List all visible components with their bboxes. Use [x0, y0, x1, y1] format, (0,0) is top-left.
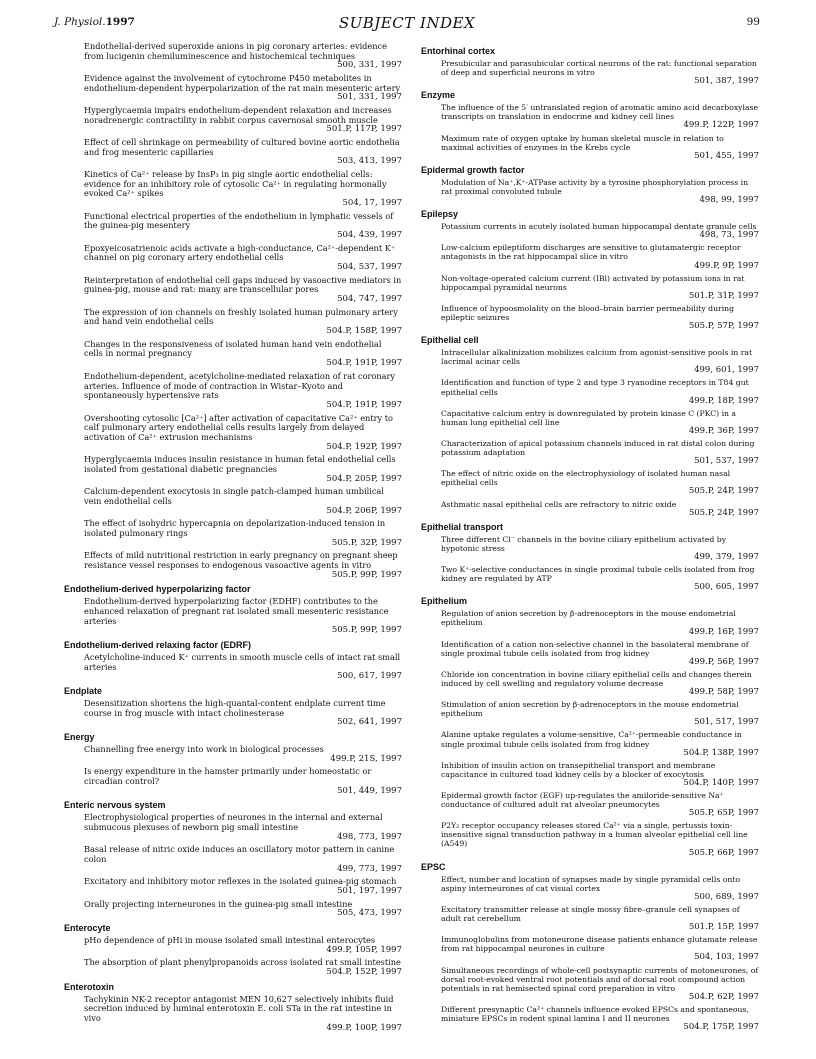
index-entry — [62, 138, 402, 167]
entry-reference: 504, 439, 1997 — [337, 230, 402, 241]
entry-title: Stimulation of anion secretion by β-adrenoceptors in the mouse endometrial epithelium — [441, 700, 739, 719]
entry-reference: 504.P, 206P, 1997 — [326, 505, 402, 516]
entry-title: Epidermal growth factor (EGF) up-regulates the amiloride-sensitive Na⁺ conductance of cultured adult rat alveolar pneumocytes — [441, 791, 724, 810]
index-entry — [62, 877, 402, 896]
entry-title: Effect of cell shrinkage on permeability of cultured bovine aortic endothelia and frog mesenteric capillaries — [84, 137, 400, 157]
entry-title: The absorption of plant phenylpropanoids across isolated rat small intestine — [84, 957, 401, 968]
index-heading: Enterocyte — [64, 923, 111, 934]
index-entry — [62, 519, 402, 548]
entry-reference: 505.P, 99P, 1997 — [331, 625, 402, 636]
entry-reference: 499, 601, 1997 — [694, 365, 759, 376]
index-entry — [419, 609, 759, 636]
entry-reference: 505.P, 32P, 1997 — [331, 537, 402, 548]
index-entry — [62, 813, 402, 842]
entry-title: Influence of hypoosmolality on the blood–brain barrier permeability during epileptic seizures — [441, 303, 735, 322]
index-entry — [62, 551, 402, 580]
entry-title: The effect of isohydric hypercapnia on depolarization-induced tension in isolated pulmonary rings — [84, 518, 386, 538]
index-entry — [62, 597, 402, 636]
entry-title: pHo dependence of pHi in mouse isolated small intestinal enterocytes — [84, 935, 376, 946]
index-entry — [62, 308, 402, 337]
entry-reference: 504, 103, 1997 — [694, 952, 759, 963]
entry-reference: 501, 387, 1997 — [694, 76, 759, 87]
entry-reference: 504.P, 152P, 1997 — [326, 967, 402, 978]
entry-reference: 499.P, 56P, 1997 — [688, 656, 759, 667]
entry-reference: 499.P, 16P, 1997 — [688, 626, 759, 637]
entry-reference: 504.P, 62P, 1997 — [688, 991, 759, 1002]
entry-title: Inhibition of insulin action on transepithelial transport and membrane capacitance in cultured toad kidney cells by a blocker of exocytosis — [441, 760, 716, 779]
entry-title: Endothelium-dependent, acetylcholine-mediated relaxation of rat coronary arteries. Influence of mode of contraction in Wistar–Kyoto and spontaneously hypertensive rats — [84, 370, 396, 401]
entry-reference: 499, 379, 1997 — [694, 551, 759, 562]
index-heading: Epithelial transport — [421, 521, 504, 532]
index-entry — [419, 640, 759, 667]
entry-reference: 503, 413, 1997 — [337, 156, 402, 167]
entry-reference: 498, 73, 1997 — [699, 230, 759, 241]
index-entry — [62, 900, 402, 919]
entry-reference: 504.P, 175P, 1997 — [683, 1022, 759, 1033]
index-entry — [62, 212, 402, 241]
index-entry — [62, 653, 402, 682]
entry-reference: 501, 455, 1997 — [694, 150, 759, 161]
index-heading: Entorhinal cortex — [421, 46, 496, 56]
entry-reference: 505, 473, 1997 — [337, 908, 402, 919]
entry-reference: 501, 537, 1997 — [694, 456, 759, 467]
entry-reference: 498, 99, 1997 — [699, 195, 759, 206]
entry-title: Kinetics of Ca²⁺ release by InsP₃ in pig single aortic endothelial cells: evidence for an inhibitory role of cytosolic Ca²⁺ in regulating hormonally evoked Ca²⁺ spikes — [84, 169, 387, 199]
index-entry — [62, 845, 402, 874]
index-entry — [419, 409, 759, 436]
entry-title: Modulation of Na⁺,K⁺-ATPase activity by a tyrosine phosphorylation process in rat proximal convoluted tubule — [441, 177, 749, 196]
index-heading: Epithelium — [421, 596, 468, 607]
entry-title: Immunoglobulins from motoneurone disease patients enhance glutamate release from rat hippocampal neurones in culture — [441, 935, 758, 954]
index-entry — [62, 699, 402, 728]
entry-title: Different presynaptic Ca²⁺ channels influence evoked EPSCs and spontaneous, miniature EPSCs in rodent spinal lamina I and II neurones — [441, 1004, 749, 1023]
entry-reference: 505.P, 57P, 1997 — [688, 321, 759, 332]
index-entry — [62, 995, 402, 1034]
entry-title: P2Y₂ receptor occupancy releases stored Ca²⁺ via a single, pertussis toxin-insensitive signal transduction pathway in a human alveolar epithelial cell line (A549) — [441, 821, 748, 849]
entry-reference: 499.P, 122P, 1997 — [683, 120, 759, 131]
entry-title: Overshooting cytosolic [Ca²⁺] after activation of capacitative Ca²⁺ entry to calf pulmonary artery endothelial cells results largely from delayed activation of Ca²⁺ extrusion mechanisms — [84, 412, 393, 442]
index-heading: EPSC — [421, 861, 446, 872]
index-entry — [419, 103, 759, 130]
index-entry — [62, 455, 402, 484]
entry-reference: 501, 449, 1997 — [337, 785, 402, 796]
journal-name: J. Physiol. — [54, 16, 106, 28]
entry-reference: 504.P, 191P, 1997 — [326, 399, 402, 410]
index-entry — [419, 535, 759, 562]
index-entry — [419, 670, 759, 697]
index-entry — [62, 372, 402, 411]
index-entry — [62, 340, 402, 369]
page-header — [54, 14, 760, 32]
entry-reference: 501.P, 117P, 1997 — [326, 124, 402, 135]
index-heading: Epidermal growth factor — [421, 164, 525, 175]
entry-title: Intracellular alkalinization mobilizes calcium from agonist-sensitive pools in rat lacrimal acinar cells — [441, 348, 753, 367]
entry-title: Non-voltage-operated calcium current (IBl) activated by potassium ions in rat hippocampal pyramidal neurons — [441, 273, 745, 292]
entry-reference: 501, 331, 1997 — [337, 92, 402, 103]
entry-reference: 500, 617, 1997 — [337, 671, 402, 682]
index-heading: Endothelium-derived relaxing factor (EDRF) — [64, 639, 252, 650]
entry-reference: 505.P, 66P, 1997 — [688, 847, 759, 858]
entry-title: Chloride ion concentration in bovine ciliary epithelial cells and changes therein induced by cell swelling and regulatory volume decrease — [441, 669, 752, 688]
index-entry — [419, 274, 759, 301]
entry-title: Endothelial-derived superoxide anions in pig coronary arteries: evidence from lucigenin chemiluminescence and histochemical techniques — [84, 41, 387, 61]
index-heading: Enteric nervous system — [64, 800, 166, 811]
entry-reference: 504, 537, 1997 — [337, 262, 402, 273]
entry-reference: 499.P, 36P, 1997 — [688, 425, 759, 436]
entry-title: Calcium-dependent exocytosis in single patch-clamped human umbilical vein endothelial cells — [84, 486, 384, 506]
index-entry — [419, 565, 759, 592]
entry-title: Asthmatic nasal epithelial cells are refractory to nitric oxide — [441, 499, 677, 509]
index-entry — [419, 935, 759, 962]
entry-title: Orally projecting interneurones in the guinea-pig small intestine — [84, 898, 353, 909]
entry-title: Epoxyeicosatrienoic acids activate a high-conductance, Ca²⁺-dependent K⁺ channel on pig coronary artery endothelial cells — [84, 242, 396, 263]
entry-title: Desensitization shortens the high-quantal-content endplate current time course in frog muscle with intact cholinesterase — [84, 697, 386, 718]
entry-reference: 499.P, 18P, 1997 — [688, 395, 759, 406]
entry-reference: 501.P, 31P, 1997 — [688, 290, 759, 301]
index-entry — [419, 730, 759, 757]
index-entry — [419, 1005, 759, 1032]
index-entry — [419, 59, 759, 86]
entry-title: Evidence against the involvement of cytochrome P450 metabolites in endothelium-dependent hyperpolarization of the rat main mesenteric artery — [84, 73, 401, 93]
index-entry — [62, 745, 402, 764]
entry-title: Alanine uptake regulates a volume-sensitive, Ca²⁺-permeable conductance in single proximal tubule cells isolated from frog kidney — [441, 730, 742, 749]
index-heading: Epithelial cell — [421, 335, 479, 346]
index-entry — [419, 222, 759, 240]
entry-title: Presubicular and parasubicular cortical neurons of the rat: functional separation of deep and superficial neurons in vitro — [441, 59, 757, 78]
entry-title: Low-calcium epileptiform discharges are sensitive to glutamatergic receptor antagonists in the rat hippocampal slice in vitro — [441, 243, 741, 262]
entry-reference: 498, 773, 1997 — [337, 831, 402, 842]
entry-title: Changes in the responsiveness of isolated human hand vein endothelial cells in normal pregnancy — [84, 338, 382, 359]
journal-year: 1997 — [105, 16, 135, 28]
entry-reference: 499.P, 100P, 1997 — [326, 1022, 402, 1033]
entry-reference: 505.P, 24P, 1997 — [688, 486, 759, 497]
entry-reference: 500, 689, 1997 — [694, 891, 759, 902]
entry-reference: 505.P, 99P, 1997 — [331, 569, 402, 580]
right-column — [419, 42, 759, 1035]
index-entry — [419, 469, 759, 496]
index-entry — [419, 134, 759, 161]
entry-reference: 499.P, 9P, 1997 — [694, 260, 759, 271]
entry-reference: 505.P, 24P, 1997 — [688, 507, 759, 518]
entry-reference: 499, 773, 1997 — [337, 863, 402, 874]
index-heading: Enterotoxin — [64, 981, 115, 992]
entry-title: Two K⁺-selective conductances in single proximal tubule cells isolated from frog kidney are regulated by ATP — [441, 565, 755, 584]
entry-title: Identification and function of type 2 and type 3 ryanodine receptors in T84 gut epithelial cells — [441, 378, 749, 397]
entry-reference: 504.P, 191P, 1997 — [326, 358, 402, 369]
entry-reference: 502, 641, 1997 — [337, 717, 402, 728]
left-column — [62, 42, 402, 1036]
entry-title: Functional electrical properties of the endothelium in lymphatic vessels of the guinea-pig mesentery — [84, 210, 394, 231]
index-entry — [62, 106, 402, 135]
entry-title: Acetylcholine-induced K⁺ currents in smooth muscle cells of intact rat small arteries — [84, 651, 401, 672]
entry-title: Regulation of anion secretion by β-adrenoceptors in the mouse endometrial epithelium — [441, 609, 736, 628]
entry-reference: 501, 197, 1997 — [337, 886, 402, 897]
index-entry — [62, 244, 402, 273]
index-entry — [62, 170, 402, 209]
entry-reference: 504.P, 192P, 1997 — [326, 441, 402, 452]
entry-title: Excitatory and inhibitory motor reflexes in the isolated guinea-pig stomach — [84, 876, 397, 887]
index-entry — [62, 414, 402, 453]
entry-title: Potassium currents in acutely isolated human hippocampal dentate granule cells — [441, 222, 757, 232]
entry-title: Three different Cl⁻ channels in the bovine ciliary epithelium activated by hypotonic stress — [441, 534, 727, 553]
entry-reference: 504, 17, 1997 — [342, 198, 402, 209]
index-entry — [62, 958, 402, 977]
index-entry — [62, 74, 402, 103]
page-title: SUBJECT INDEX — [338, 14, 476, 32]
index-entry — [62, 487, 402, 516]
entry-reference: 504.P, 158P, 1997 — [326, 326, 402, 337]
entry-reference: 499.P, 21S, 1997 — [330, 753, 402, 764]
index-entry — [419, 905, 759, 932]
index-heading: Epilepsy — [421, 209, 459, 220]
index-entry — [62, 936, 402, 955]
entry-title: Capacitative calcium entry is downregulated by protein kinase C (PKC) in a human lung epithelial cell line — [441, 408, 737, 427]
entry-title: Effect, number and location of synapses made by single pyramidal cells onto aspiny interneurones of cat visual cortex — [441, 874, 741, 893]
entry-reference: 504, 747, 1997 — [337, 294, 402, 305]
entry-title: Characterization of apical potassium channels induced in rat distal colon during potassium adaptation — [441, 439, 755, 458]
entry-reference: 500, 331, 1997 — [337, 60, 402, 71]
entry-title: Reinterpretation of endothelial cell gaps induced by vasoactive mediators in guinea-pig, mouse and rat: many are transcellular pores — [84, 274, 402, 295]
entry-reference: 500, 605, 1997 — [694, 582, 759, 593]
index-entry — [419, 439, 759, 466]
index-heading: Endothelium-derived hyperpolarizing factor — [64, 584, 251, 595]
entry-title: The influence of the 5′ untranslated region of aromatic amino acid decarboxylase transcripts on translation in endocrine and kidney cell lines — [441, 103, 759, 122]
entry-title: Basal release of nitric oxide induces an oscillatory motor pattern in canine colon — [84, 844, 395, 865]
entry-title: Excitatory transmitter release at single mossy fibre–granule cell synapses of adult rat cerebellum — [441, 904, 740, 924]
entry-title: Tachykinin NK-2 receptor antagonist MEN 10,627 selectively inhibits fluid secretion induced by luminal enterotoxin E. coli STa in the rat intestine in vivo — [84, 993, 394, 1024]
entry-title: Hyperglycaemia impairs endothelium-dependent relaxation and increases noradrenergic contractility in rabbit corpus cavernosal smooth muscle — [84, 105, 392, 125]
index-entry — [419, 243, 759, 270]
entry-reference: 504.P, 205P, 1997 — [326, 473, 402, 484]
index-heading: Energy — [64, 731, 95, 742]
index-entry — [419, 966, 759, 1002]
entry-title: Electrophysiological properties of neurones in the internal and external submucous plexuses of newborn pig small intestine — [84, 812, 383, 833]
index-entry — [419, 761, 759, 788]
entry-title: Maximum rate of oxygen uptake by human skeletal muscle in relation to maximal activities of enzymes in the Krebs cycle — [441, 133, 724, 152]
entry-title: Identification of a cation non-selective channel in the basolateral membrane of single proximal tubule cells isolated from frog kidney — [441, 639, 749, 658]
index-heading: Enzyme — [421, 90, 456, 101]
entry-reference: 501.P, 15P, 1997 — [688, 922, 759, 933]
index-entry — [62, 276, 402, 305]
entry-reference: 501, 517, 1997 — [694, 717, 759, 728]
index-entry — [419, 378, 759, 405]
entry-reference: 499.P, 105P, 1997 — [326, 944, 402, 955]
index-entry — [62, 767, 402, 796]
index-entry — [419, 700, 759, 727]
index-entry — [419, 500, 759, 518]
index-entry — [419, 821, 759, 857]
index-entry — [419, 791, 759, 818]
index-entry — [419, 875, 759, 902]
entry-title: Endothelium-derived hyperpolarizing factor (EDHF) contributes to the enhanced relaxation of pregnant rat isolated small mesenteric resistance arteries — [84, 596, 389, 626]
entry-title: Hyperglycaemia induces insulin resistance in human fetal endothelial cells isolated from gestational diabetic pregnancies — [84, 454, 396, 474]
index-heading: Endplate — [64, 685, 103, 696]
entry-reference: 504.P, 138P, 1997 — [683, 747, 759, 758]
index-entry — [419, 304, 759, 331]
entry-title: Is energy expenditure in the hamster primarily under homeostatic or circadian control? — [84, 766, 372, 786]
entry-title: The expression of ion channels on freshly isolated human pulmonary artery and hand vein endothelial cells — [84, 306, 398, 327]
entry-reference: 499.P, 58P, 1997 — [688, 687, 759, 698]
entry-title: Channelling free energy into work in biological processes — [84, 743, 324, 754]
entry-title: Simultaneous recordings of whole-cell postsynaptic currents of motoneurones, of dorsal root-evoked ventral root potentials and of dorsal root compound action potentials in rat hemisected spinal cord preparation in vitro — [441, 965, 759, 993]
page-number: 99 — [746, 16, 760, 28]
index-entry — [419, 178, 759, 205]
entry-reference: 505.P, 65P, 1997 — [688, 808, 759, 819]
entry-reference: 504.P, 140P, 1997 — [683, 777, 759, 788]
index-entry — [62, 42, 402, 71]
index-entry — [419, 348, 759, 375]
entry-title: The effect of nitric oxide on the electrophysiology of isolated human nasal epithelial cells — [441, 469, 731, 488]
entry-title: Effects of mild nutritional restriction in early pregnancy on pregnant sheep resistance vessel responses to endogenous vasoactive agents in vitro — [84, 550, 398, 570]
